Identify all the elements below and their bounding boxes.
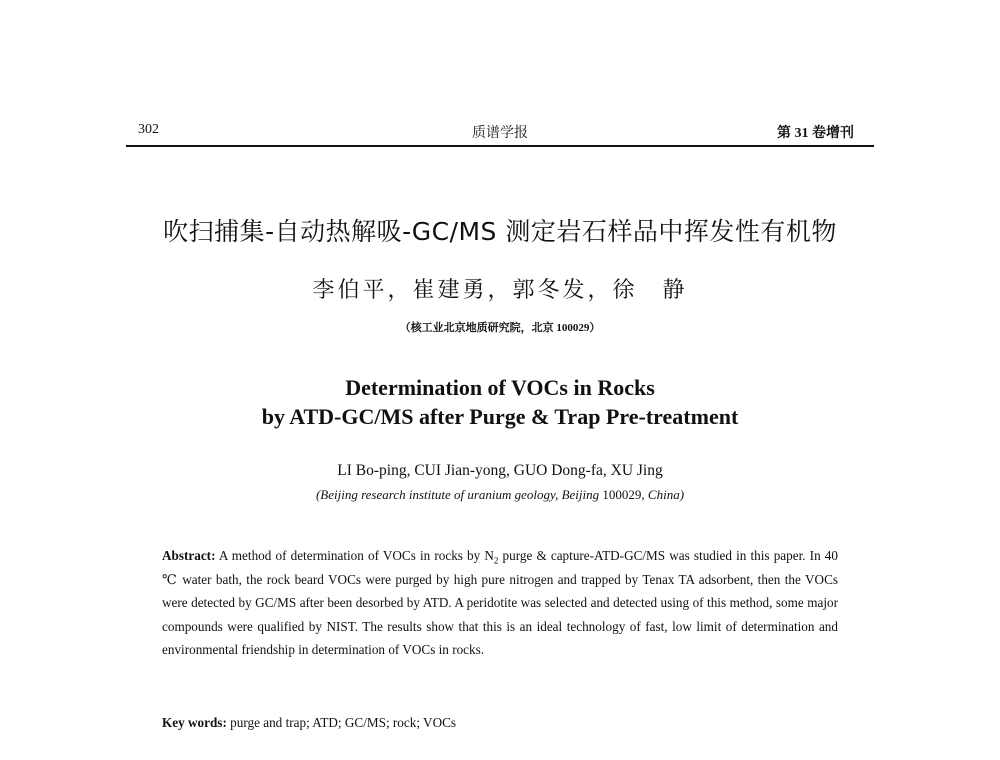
english-title-line-2: by ATD-GC/MS after Purge & Trap Pre-treatment — [261, 404, 739, 429]
keywords-text: purge and trap; ATD; GC/MS; rock; VOCs — [226, 715, 457, 730]
page-number: 302 — [138, 122, 159, 137]
abstract-text-part-1: A method of determination of VOCs in rocks by N — [215, 548, 494, 563]
english-authors: LI Bo-ping, CUI Jian-yong, GUO Dong-fa, XU Jing — [337, 462, 663, 479]
chinese-title: 吹扫捕集-自动热解吸-GC/MS 测定岩石样品中挥发性有机物 — [163, 217, 837, 246]
header-rule — [126, 145, 874, 147]
abstract-text-part-2: purge & capture-ATD-GC/MS was studied in this paper. In 40 ℃ water bath, the rock beard VOCs were purged by high pure nitrogen and trapped by Tenax TA adsorbent, then the VOCs were detected by GC/MS after been desorbed by ATD. A peridotite was selected and detected using of this method, some major compounds were qualified by NIST. The results show that this is an ideal technology of fast, low limit of determination and environmental friendship in determination of VOCs in rocks. — [162, 548, 838, 658]
affiliation-country: , China) — [641, 487, 685, 502]
journal-name: 质谱学报 — [472, 126, 528, 141]
keywords — [162, 713, 838, 733]
keywords-label: Key words: — [162, 715, 227, 730]
abstract — [162, 544, 838, 662]
affiliation-org: (Beijing research institute of uranium geology, Beijing — [315, 487, 603, 502]
english-affiliation — [0, 487, 1000, 503]
chinese-affiliation: （核工业北京地质研究院，北京 100029） — [399, 322, 601, 334]
abstract-label: Abstract: — [162, 548, 216, 563]
chinese-authors: 李伯平，崔建勇，郭冬发，徐 静 — [312, 278, 688, 303]
abstract-subscript: 2 — [493, 555, 499, 566]
affiliation-postcode: 100029 — [602, 487, 642, 502]
english-title — [0, 373, 1000, 431]
english-title-line-1: Determination of VOCs in Rocks — [345, 375, 655, 400]
running-header — [126, 122, 874, 144]
volume-label: 第 31 卷增刊 — [777, 126, 854, 141]
